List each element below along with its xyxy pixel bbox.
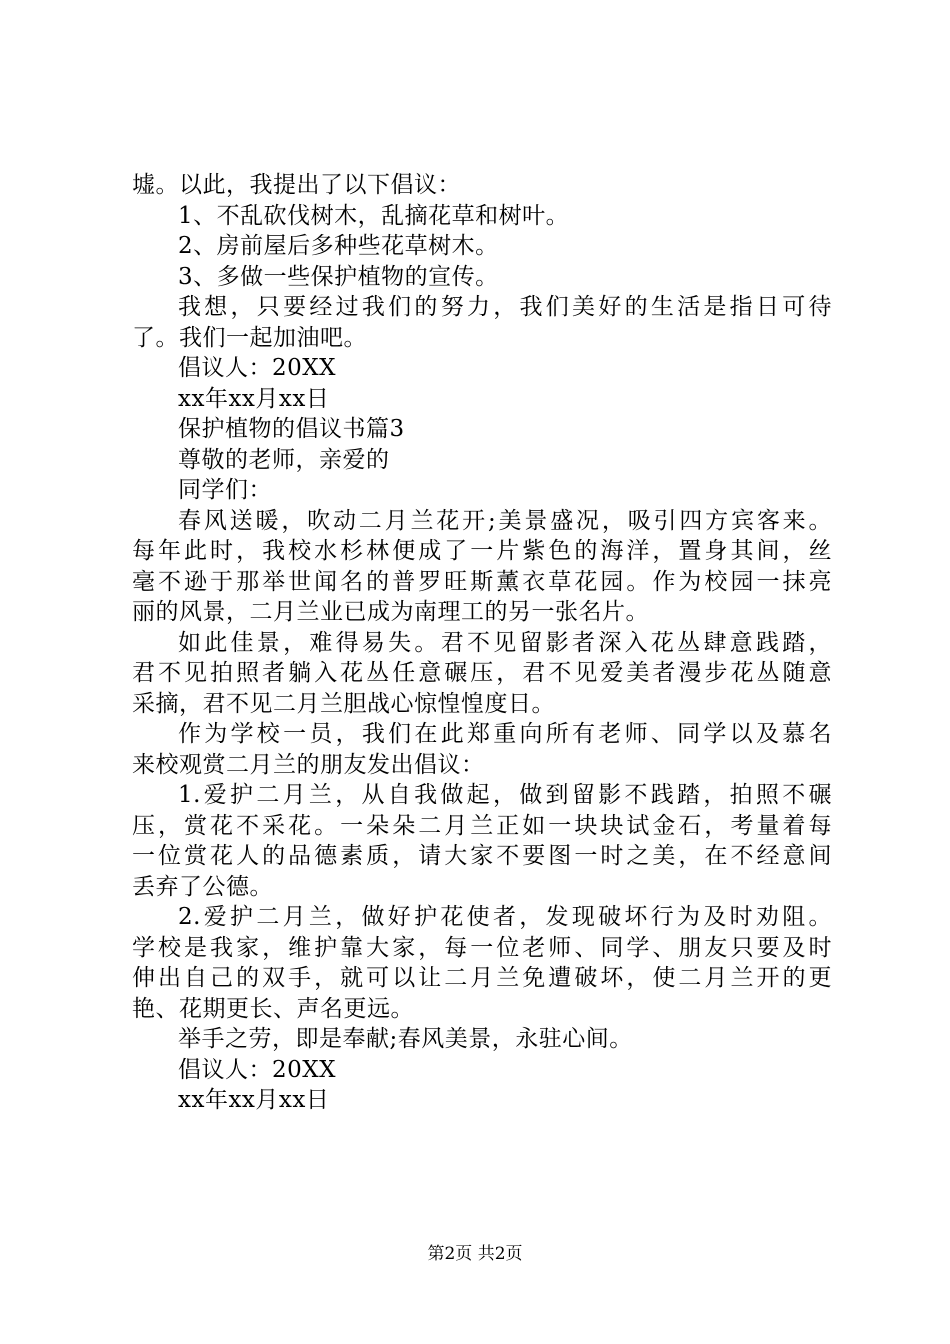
text-line: 如此佳景，难得易失。君不见留影者深入花丛肆意践踏， bbox=[178, 629, 832, 656]
text-line: 1、不乱砍伐树木，乱摘花草和树叶。 bbox=[178, 202, 570, 229]
text-line: 倡议人：20XX bbox=[178, 355, 337, 381]
text-line: 2、房前屋后多种些花草树木。 bbox=[178, 233, 499, 259]
text-line: xx年xx月xx日 bbox=[178, 385, 330, 412]
text-line: 每年此时，我校水杉林便成了一片紫色的海洋，置身其间，丝 bbox=[132, 538, 832, 564]
text-line: 来校观赏二月兰的朋友发出倡议： bbox=[132, 751, 485, 778]
text-line: 伸出自己的双手，就可以让二月兰免遭破坏，使二月兰开的更 bbox=[132, 965, 832, 991]
text-line: 保护植物的倡议书篇3 bbox=[178, 416, 405, 442]
text-line: 丢弃了公德。 bbox=[132, 873, 273, 900]
text-line: 艳、花期更长、声名更远。 bbox=[132, 995, 414, 1022]
text-line: xx年xx月xx日 bbox=[178, 1087, 330, 1113]
document-body bbox=[132, 170, 832, 1116]
text-line: 我想，只要经过我们的努力，我们美好的生活是指日可待 bbox=[178, 294, 832, 320]
text-line: 1.爱护二月兰，从自我做起，做到留影不践踏，拍照不碾 bbox=[178, 782, 832, 808]
text-line: 2.爱护二月兰，做好护花使者，发现破坏行为及时劝阻。 bbox=[178, 904, 832, 930]
text-line: 毫不逊于那举世闻名的普罗旺斯薰衣草花园。作为校园一抹亮 bbox=[132, 568, 832, 595]
text-line: 举手之劳，即是奉献;春风美景，永驻心间。 bbox=[178, 1026, 633, 1052]
text-line: 3、多做一些保护植物的宣传。 bbox=[178, 263, 499, 290]
text-line: 压，赏花不采花。一朵朵二月兰正如一块块试金石，考量着每 bbox=[132, 812, 832, 839]
text-line: 采摘，君不见二月兰胆战心惊惶惶度日。 bbox=[132, 690, 555, 717]
text-line: 墟。以此，我提出了以下倡议： bbox=[132, 172, 461, 198]
text-line: 春风送暖，吹动二月兰花开;美景盛况，吸引四方宾客来。 bbox=[178, 507, 832, 534]
text-line: 学校是我家，维护靠大家，每一位老师、同学、朋友只要及时 bbox=[132, 934, 832, 961]
text-line: 了。我们一起加油吧。 bbox=[132, 324, 367, 351]
text-line: 丽的风景，二月兰业已成为南理工的另一张名片。 bbox=[132, 599, 649, 625]
text-line: 同学们： bbox=[178, 477, 272, 503]
text-line: 一位赏花人的品德素质，请大家不要图一时之美，在不经意间 bbox=[132, 843, 832, 869]
text-line: 尊敬的老师，亲爱的 bbox=[178, 446, 390, 473]
text-line: 作为学校一员，我们在此郑重向所有老师、同学以及慕名 bbox=[178, 721, 832, 747]
text-line: 倡议人：20XX bbox=[178, 1056, 337, 1083]
page-footer: 第2页 共2页 bbox=[427, 1244, 523, 1264]
text-line: 君不见拍照者躺入花丛任意碾压，君不见爱美者漫步花丛随意 bbox=[132, 660, 832, 686]
